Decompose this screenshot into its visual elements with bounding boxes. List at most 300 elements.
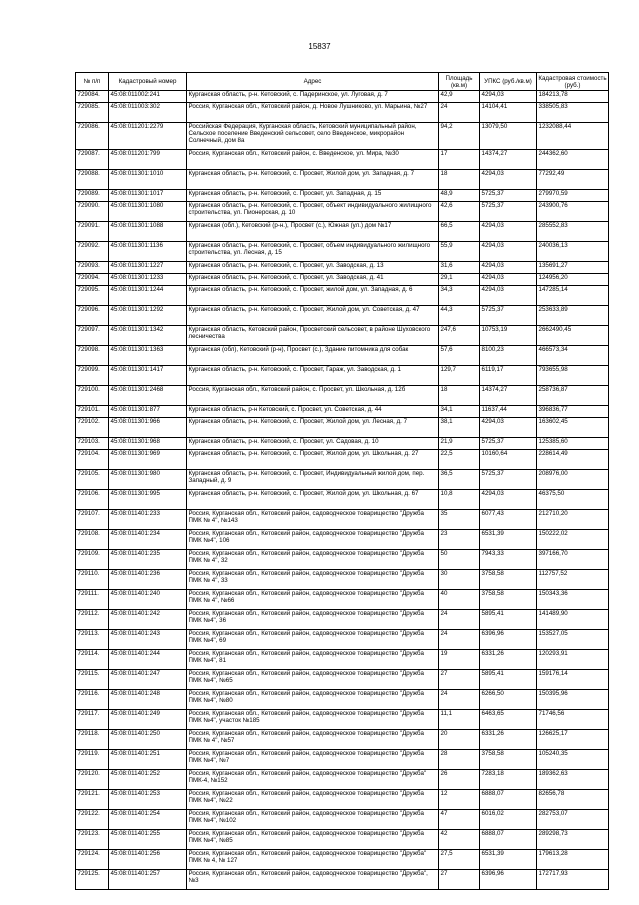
cell-upks: 7283,18 xyxy=(480,770,537,790)
cell-cadastral-number: 45:08:011401:252 xyxy=(109,770,187,790)
cell-area: 31,6 xyxy=(439,262,480,274)
cell-cadastral-cost: 212710,20 xyxy=(537,510,609,530)
cell-area: 27 xyxy=(439,870,480,890)
cell-cadastral-cost: 46375,50 xyxy=(537,490,609,510)
cell-cadastral-cost: 184213,78 xyxy=(537,91,609,103)
cell-cadastral-number: 45:08:011401:253 xyxy=(109,790,187,810)
cell-area: 10,8 xyxy=(439,490,480,510)
cell-cadastral-number: 45:08:011401:242 xyxy=(109,610,187,630)
cell-area: 50 xyxy=(439,550,480,570)
cell-address: Россия, Курганская обл., Кетовский район, садоводческое товарищество "Дружба ПМК № 4", №66 xyxy=(187,590,439,610)
header-upks: УПКС (руб./кв.м) xyxy=(480,73,537,91)
cell-cadastral-number: 45:08:011401:248 xyxy=(109,690,187,710)
cell-upks: 4294,03 xyxy=(480,262,537,274)
cell-cadastral-number: 45:08:011201:799 xyxy=(109,150,187,170)
cell-num: 729117. xyxy=(76,710,109,730)
table-row xyxy=(76,570,609,590)
cell-upks: 5895,41 xyxy=(480,670,537,690)
cell-upks: 4294,03 xyxy=(480,91,537,103)
cell-cadastral-cost: 159176,14 xyxy=(537,670,609,690)
table-row xyxy=(76,610,609,630)
cell-address: Российская Федерация, Курганская область, Кетовский муниципальный район, Сельское поселение Введенский сельсовет, село Введенское, микрорайон Солнечный, дом 8а xyxy=(187,123,439,150)
cell-num: 729090. xyxy=(76,202,109,222)
cell-address: Россия, Курганская обл., Кетовский район, садоводческое товарищество "Дружба" ПМК № 4, № 127 xyxy=(187,850,439,870)
cell-address: Россия, Курганская обл., Кетовский район, д. Новое Лушниково, ул. Марьина, №27 xyxy=(187,103,439,123)
cell-address: Россия, Курганская обл., Кетовский район, садоводческое товарищество "Дружба ПМК № 4", №143 xyxy=(187,510,439,530)
cell-cadastral-cost: 397166,70 xyxy=(537,550,609,570)
cell-num: 729084. xyxy=(76,91,109,103)
table-row xyxy=(76,490,609,510)
cell-upks: 6077,43 xyxy=(480,510,537,530)
cell-cadastral-number: 45:08:011301:1017 xyxy=(109,190,187,202)
cell-address: Курганская область, р-н. Кетовский, с. Просвет, Жилой дом, ул. Школьная, д. 27 xyxy=(187,450,439,470)
cell-upks: 4294,03 xyxy=(480,170,537,190)
cell-num: 729093. xyxy=(76,262,109,274)
cell-address: Россия, Курганская обл., Кетовский район, садоводческое товарищество "Дружба ПМК № 4", №57 xyxy=(187,730,439,750)
cell-cadastral-cost: 150222,02 xyxy=(537,530,609,550)
cell-cadastral-cost: 82656,78 xyxy=(537,790,609,810)
cell-upks: 6331,26 xyxy=(480,730,537,750)
cell-num: 729120. xyxy=(76,770,109,790)
cell-num: 729122. xyxy=(76,810,109,830)
cell-cadastral-cost: 141489,90 xyxy=(537,610,609,630)
cell-area: 24 xyxy=(439,690,480,710)
table-row xyxy=(76,91,609,103)
table-row xyxy=(76,274,609,286)
cell-num: 729125. xyxy=(76,870,109,890)
cell-cadastral-cost: 258736,87 xyxy=(537,386,609,406)
cell-num: 729107. xyxy=(76,510,109,530)
cell-address: Курганская область, р-н. Кетовский, с. Просвет, Гараж, ул. Заводская, д. 1 xyxy=(187,366,439,386)
cell-num: 729108. xyxy=(76,530,109,550)
cell-address: Курганская область, р-н. Кетовский, с. Просвет, Жилой дом, ул. Школьная, д. 67 xyxy=(187,490,439,510)
cell-address: Россия, Курганская обл., Кетовский район, с. Введенское, ул. Мира, №30 xyxy=(187,150,439,170)
cell-cadastral-cost: 279970,59 xyxy=(537,190,609,202)
cell-area: 38,1 xyxy=(439,418,480,438)
cell-cadastral-cost: 126625,17 xyxy=(537,730,609,750)
table-row xyxy=(76,346,609,366)
cell-num: 729091. xyxy=(76,222,109,242)
cell-area: 22,5 xyxy=(439,450,480,470)
cell-num: 729111. xyxy=(76,590,109,610)
cell-upks: 8100,23 xyxy=(480,346,537,366)
cell-upks: 6266,50 xyxy=(480,690,537,710)
header-cadastral-number: Кадастровый номер xyxy=(109,73,187,91)
cell-cadastral-number: 45:08:011401:244 xyxy=(109,650,187,670)
cell-address: Курганская область, р-н. Кетовский, с. Просвет, Жилой дом, ул. Советская, д. 47 xyxy=(187,306,439,326)
cell-cadastral-number: 45:08:011201:2279 xyxy=(109,123,187,150)
cell-cadastral-cost: 240036,13 xyxy=(537,242,609,262)
cell-area: 34,3 xyxy=(439,286,480,306)
table-row xyxy=(76,202,609,222)
cell-cadastral-cost: 253633,89 xyxy=(537,306,609,326)
cell-cadastral-number: 45:08:011301:969 xyxy=(109,450,187,470)
cell-address: Россия, Курганская обл., Кетовский район, садоводческое товарищество "Дружба ПМК №4", 36 xyxy=(187,610,439,630)
cell-cadastral-number: 45:08:011301:968 xyxy=(109,438,187,450)
cell-num: 729099. xyxy=(76,366,109,386)
cell-num: 729114. xyxy=(76,650,109,670)
cell-area: 20 xyxy=(439,730,480,750)
cell-address: Россия, Курганская обл., Кетовский район, с. Просвет, ул. Школьная, д. 12б xyxy=(187,386,439,406)
cell-upks: 13079,50 xyxy=(480,123,537,150)
cell-cadastral-cost: 124956,20 xyxy=(537,274,609,286)
cell-num: 729100. xyxy=(76,386,109,406)
cell-upks: 6888,07 xyxy=(480,830,537,850)
cell-area: 94,2 xyxy=(439,123,480,150)
table-row xyxy=(76,170,609,190)
cell-address: Россия, Курганская обл., Кетовский район, садоводческое товарищество "Дружба ПМК №4", 81 xyxy=(187,650,439,670)
cell-cadastral-cost: 338505,83 xyxy=(537,103,609,123)
cell-upks: 5725,37 xyxy=(480,190,537,202)
cell-area: 11,1 xyxy=(439,710,480,730)
cell-cadastral-cost: 244362,60 xyxy=(537,150,609,170)
cell-cadastral-cost: 1232088,44 xyxy=(537,123,609,150)
cell-upks: 6396,96 xyxy=(480,870,537,890)
cell-num: 729087. xyxy=(76,150,109,170)
table-row xyxy=(76,650,609,670)
cell-cadastral-cost: 285552,83 xyxy=(537,222,609,242)
cell-cadastral-number: 45:08:011301:1292 xyxy=(109,306,187,326)
cell-area: 35 xyxy=(439,510,480,530)
cell-upks: 10753,19 xyxy=(480,326,537,346)
cell-upks: 4294,03 xyxy=(480,286,537,306)
cell-cadastral-number: 45:08:011401:236 xyxy=(109,570,187,590)
cell-num: 729101. xyxy=(76,406,109,418)
cell-cadastral-number: 45:08:011401:240 xyxy=(109,590,187,610)
cell-address: Курганская область, р-н. Кетовский, с. Просвет, ул. Заводская, д. 41 xyxy=(187,274,439,286)
cell-upks: 6396,96 xyxy=(480,630,537,650)
cell-area: 24 xyxy=(439,610,480,630)
cell-address: Курганская область, р-н. Кетовский, с. Просвет, Жилой дом, ул. Лесная, д. 7 xyxy=(187,418,439,438)
table-row xyxy=(76,406,609,418)
cell-upks: 4294,03 xyxy=(480,418,537,438)
cell-cadastral-number: 45:08:011003:302 xyxy=(109,103,187,123)
cell-upks: 14104,41 xyxy=(480,103,537,123)
cell-cadastral-cost: 243900,76 xyxy=(537,202,609,222)
cell-address: Курганская (обл), Кетовский (р-н), Просвет (с.), Здание питомника для собак xyxy=(187,346,439,366)
cell-num: 729110. xyxy=(76,570,109,590)
cell-num: 729085. xyxy=(76,103,109,123)
cell-cadastral-cost: 228614,49 xyxy=(537,450,609,470)
cell-num: 729123. xyxy=(76,830,109,850)
cadastral-value-table xyxy=(75,72,609,890)
cell-upks: 3758,58 xyxy=(480,750,537,770)
cell-cadastral-number: 45:08:011301:1010 xyxy=(109,170,187,190)
cell-area: 26 xyxy=(439,770,480,790)
cell-upks: 6463,65 xyxy=(480,710,537,730)
cell-upks: 3758,58 xyxy=(480,590,537,610)
cell-address: Россия, Курганская обл., Кетовский район, садоводческое товарищество "Дружба ПМК №4", №102 xyxy=(187,810,439,830)
cell-cadastral-number: 45:08:011301:980 xyxy=(109,470,187,490)
table-row xyxy=(76,810,609,830)
cell-upks: 5725,37 xyxy=(480,202,537,222)
cell-cadastral-number: 45:08:011301:1363 xyxy=(109,346,187,366)
cell-area: 29,1 xyxy=(439,274,480,286)
cell-cadastral-cost: 150343,36 xyxy=(537,590,609,610)
cell-cadastral-cost: 179613,28 xyxy=(537,850,609,870)
cell-upks: 4294,03 xyxy=(480,242,537,262)
cell-area: 24 xyxy=(439,103,480,123)
table-row xyxy=(76,326,609,346)
cell-cadastral-cost: 147285,14 xyxy=(537,286,609,306)
cell-address: Курганская область, р-н. Кетовский, с. Просвет, объем индивидуального жилищного строительства, ул. Лесная, д. 15 xyxy=(187,242,439,262)
cell-upks: 5725,37 xyxy=(480,306,537,326)
cell-cadastral-number: 45:08:011401:251 xyxy=(109,750,187,770)
header-row xyxy=(76,73,609,91)
table-row xyxy=(76,286,609,306)
cell-num: 729109. xyxy=(76,550,109,570)
cell-num: 729115. xyxy=(76,670,109,690)
table-row xyxy=(76,510,609,530)
cell-upks: 3758,58 xyxy=(480,570,537,590)
table-row xyxy=(76,450,609,470)
cell-area: 47 xyxy=(439,810,480,830)
cell-address: Курганская область, р-н. Кетовский, с. Просвет, Индивидуальный жилой дом, пер. Западный, д. 9 xyxy=(187,470,439,490)
cell-cadastral-cost: 135691,27 xyxy=(537,262,609,274)
cell-area: 27 xyxy=(439,670,480,690)
cell-area: 23 xyxy=(439,530,480,550)
cell-num: 729116. xyxy=(76,690,109,710)
cell-cadastral-number: 45:08:011301:877 xyxy=(109,406,187,418)
cell-num: 729105. xyxy=(76,470,109,490)
cell-address: Россия, Курганская обл., Кетовский район, садоводческое товарищество "Дружба ПМК №4", №22 xyxy=(187,790,439,810)
cell-cadastral-number: 45:08:011401:234 xyxy=(109,530,187,550)
cell-cadastral-number: 45:08:011401:235 xyxy=(109,550,187,570)
cell-cadastral-number: 45:08:011301:2468 xyxy=(109,386,187,406)
table-row xyxy=(76,670,609,690)
table-row xyxy=(76,242,609,262)
cell-area: 30 xyxy=(439,570,480,590)
cell-cadastral-cost: 793655,98 xyxy=(537,366,609,386)
cell-cadastral-number: 45:08:011301:1088 xyxy=(109,222,187,242)
cell-upks: 10160,64 xyxy=(480,450,537,470)
cell-address: Курганская область, р-н. Кетовский, с. Просвет, жилой дом, ул. Западная, д. 6 xyxy=(187,286,439,306)
cell-cadastral-number: 45:08:011301:1244 xyxy=(109,286,187,306)
header-area: Площадь (кв.м) xyxy=(439,73,480,91)
cell-upks: 6888,07 xyxy=(480,790,537,810)
cell-upks: 6016,02 xyxy=(480,810,537,830)
cell-num: 729113. xyxy=(76,630,109,650)
table-row xyxy=(76,750,609,770)
cell-cadastral-number: 45:08:011301:966 xyxy=(109,418,187,438)
table-row xyxy=(76,386,609,406)
cell-area: 247,6 xyxy=(439,326,480,346)
cell-area: 19 xyxy=(439,650,480,670)
cell-cadastral-cost: 282753,07 xyxy=(537,810,609,830)
cell-cadastral-number: 45:08:011401:254 xyxy=(109,810,187,830)
cell-num: 729088. xyxy=(76,170,109,190)
cell-num: 729124. xyxy=(76,850,109,870)
cell-cadastral-number: 45:08:011401:243 xyxy=(109,630,187,650)
cell-num: 729098. xyxy=(76,346,109,366)
cell-upks: 4294,03 xyxy=(480,490,537,510)
cell-cadastral-cost: 120293,91 xyxy=(537,650,609,670)
cell-num: 729092. xyxy=(76,242,109,262)
cell-num: 729106. xyxy=(76,490,109,510)
cell-cadastral-number: 45:08:011401:233 xyxy=(109,510,187,530)
cell-upks: 4294,03 xyxy=(480,222,537,242)
cell-cadastral-cost: 289298,73 xyxy=(537,830,609,850)
cell-address: Россия, Курганская обл., Кетовский район, садоводческое товарищество "Дружба ПМК №4", участок №185 xyxy=(187,710,439,730)
cell-area: 21,9 xyxy=(439,438,480,450)
cell-cadastral-cost: 466573,34 xyxy=(537,346,609,366)
cell-area: 17 xyxy=(439,150,480,170)
cell-area: 55,9 xyxy=(439,242,480,262)
cell-address: Россия, Курганская обл., Кетовский район, садоводческое товарищество "Дружба ПМК №4", №65 xyxy=(187,670,439,690)
cell-upks: 5725,37 xyxy=(480,438,537,450)
cell-num: 729097. xyxy=(76,326,109,346)
cell-upks: 5895,41 xyxy=(480,610,537,630)
cell-cadastral-cost: 163602,45 xyxy=(537,418,609,438)
cell-cadastral-cost: 189362,63 xyxy=(537,770,609,790)
header-num: № п/п xyxy=(76,73,109,91)
cell-address: Курганская область, р-н Кетовский, с. Просвет, ул. Советская, д. 44 xyxy=(187,406,439,418)
table-row xyxy=(76,418,609,438)
cell-address: Россия, Курганская обл., Кетовский район, садоводческое товарищество "Дружба", №3 xyxy=(187,870,439,890)
table-row xyxy=(76,222,609,242)
cell-num: 729112. xyxy=(76,610,109,630)
cell-address: Курганская область, р-н. Кетовский, с. Падеринское, ул. Луговая, д. 7 xyxy=(187,91,439,103)
cell-cadastral-number: 45:08:011401:250 xyxy=(109,730,187,750)
cell-cadastral-number: 45:08:011401:255 xyxy=(109,830,187,850)
table-row xyxy=(76,366,609,386)
cell-address: Россия, Курганская обл., Кетовский район, садоводческое товарищество "Дружба ПМК № 4", 33 xyxy=(187,570,439,590)
cell-num: 729103. xyxy=(76,438,109,450)
table-row xyxy=(76,730,609,750)
cell-cadastral-cost: 105240,35 xyxy=(537,750,609,770)
cell-area: 36,5 xyxy=(439,470,480,490)
table-row xyxy=(76,262,609,274)
cell-area: 24 xyxy=(439,630,480,650)
cell-num: 729104. xyxy=(76,450,109,470)
table-row xyxy=(76,690,609,710)
cell-area: 40 xyxy=(439,590,480,610)
cell-upks: 11637,44 xyxy=(480,406,537,418)
cell-upks: 6331,26 xyxy=(480,650,537,670)
header-cadastral-cost: Кадастровая стоимость (руб.) xyxy=(538,74,607,89)
cell-upks: 6119,17 xyxy=(480,366,537,386)
cell-cadastral-cost: 153527,05 xyxy=(537,630,609,650)
cell-area: 129,7 xyxy=(439,366,480,386)
table-row xyxy=(76,123,609,150)
cell-upks: 14374,27 xyxy=(480,150,537,170)
cell-cadastral-number: 45:08:011301:1227 xyxy=(109,262,187,274)
cell-address: Курганская область, Кетовский район, Просветский сельсовет, в районе Шуховского лесничества xyxy=(187,326,439,346)
cell-address: Россия, Курганская обл., Кетовский район, садоводческое товарищество "Дружба ПМК № 4", 32 xyxy=(187,550,439,570)
cell-area: 27,5 xyxy=(439,850,480,870)
cell-address: Россия, Курганская обл., Кетовский район, садоводческое товарищество "Дружба ПМК №4", 106 xyxy=(187,530,439,550)
table-row xyxy=(76,590,609,610)
table-row xyxy=(76,550,609,570)
cell-num: 729118. xyxy=(76,730,109,750)
cell-address: Курганская область, р-н. Кетовский, с. Просвет, Жилой дом, ул. Западная, д. 7 xyxy=(187,170,439,190)
cell-cadastral-number: 45:08:011301:1342 xyxy=(109,326,187,346)
cell-num: 729102. xyxy=(76,418,109,438)
cell-cadastral-cost: 71746,56 xyxy=(537,710,609,730)
cell-cadastral-number: 45:08:011401:249 xyxy=(109,710,187,730)
cell-area: 48,9 xyxy=(439,190,480,202)
cell-area: 18 xyxy=(439,170,480,190)
table-row xyxy=(76,103,609,123)
cell-cadastral-cost: 150395,96 xyxy=(537,690,609,710)
cell-area: 44,3 xyxy=(439,306,480,326)
cell-num: 729095. xyxy=(76,286,109,306)
table-row xyxy=(76,630,609,650)
header-address: Адрес xyxy=(187,73,439,91)
cell-upks: 4294,03 xyxy=(480,274,537,286)
cell-cadastral-number: 45:08:011301:1136 xyxy=(109,242,187,262)
table-row xyxy=(76,870,609,890)
page-number: 15837 xyxy=(308,42,331,51)
cell-address: Россия, Курганская обл., Кетовский район, садоводческое товарищество "Дружба ПМК №4", №85 xyxy=(187,830,439,850)
table-row xyxy=(76,470,609,490)
table-row xyxy=(76,306,609,326)
table-row xyxy=(76,438,609,450)
cell-area: 42,6 xyxy=(439,202,480,222)
cell-address: Россия, Курганская обл., Кетовский район, садоводческое товарищество "Дружба ПМК №4", №7 xyxy=(187,750,439,770)
cell-address: Россия, Курганская обл., Кетовский район, садоводческое товарищество "Дружба ПМК №4", 69 xyxy=(187,630,439,650)
table-body xyxy=(76,91,609,890)
cell-address: Курганская область, р-н. Кетовский, с. Просвет, ул. Западная, д. 15 xyxy=(187,190,439,202)
cell-area: 34,1 xyxy=(439,406,480,418)
table-header xyxy=(76,73,609,91)
table-row xyxy=(76,850,609,870)
cell-area: 42,9 xyxy=(439,91,480,103)
cell-cadastral-cost: 77292,49 xyxy=(537,170,609,190)
table-row xyxy=(76,710,609,730)
cell-address: Курганская область, р-н. Кетовский, с. Просвет, ул. Садовая, д. 10 xyxy=(187,438,439,450)
cell-cadastral-cost: 2662490,45 xyxy=(537,326,609,346)
cell-num: 729119. xyxy=(76,750,109,770)
cell-area: 12 xyxy=(439,790,480,810)
table-row xyxy=(76,190,609,202)
cell-cadastral-cost: 125385,60 xyxy=(537,438,609,450)
cell-num: 729096. xyxy=(76,306,109,326)
cell-cadastral-number: 45:08:011301:1080 xyxy=(109,202,187,222)
cell-cadastral-cost: 208976,00 xyxy=(537,470,609,490)
cell-upks: 6531,39 xyxy=(480,530,537,550)
cell-area: 66,5 xyxy=(439,222,480,242)
cell-address: Курганская область, р-н. Кетовский, с. Просвет, объект индивидуального жилищного строительства, ул. Пионерская, д. 10 xyxy=(187,202,439,222)
cell-cadastral-cost: 112757,52 xyxy=(537,570,609,590)
cell-upks: 7943,33 xyxy=(480,550,537,570)
cell-address: Курганская (обл.), Кетовский (р-н.), Просвет (с.), Южная (ул.) дом №17 xyxy=(187,222,439,242)
cell-address: Россия, Курганская обл., Кетовский район, садоводческое товарищество "Дружба" ПМК-4, №152 xyxy=(187,770,439,790)
cell-address: Россия, Курганская обл., Кетовский район, садоводческое товарищество "Дружба ПМК №4", №80 xyxy=(187,690,439,710)
cell-num: 729094. xyxy=(76,274,109,286)
cell-address: Курганская область, р-н. Кетовский, с. Просвет, ул. Заводская, д. 13 xyxy=(187,262,439,274)
cell-cadastral-number: 45:08:011301:995 xyxy=(109,490,187,510)
cell-cadastral-cost: 172717,93 xyxy=(537,870,609,890)
cell-upks: 6531,39 xyxy=(480,850,537,870)
table-row xyxy=(76,790,609,810)
cell-cadastral-number: 45:08:011002:241 xyxy=(109,91,187,103)
table-row xyxy=(76,150,609,170)
cell-cadastral-number: 45:08:011301:1417 xyxy=(109,366,187,386)
cell-area: 57,6 xyxy=(439,346,480,366)
cell-area: 18 xyxy=(439,386,480,406)
table-row xyxy=(76,530,609,550)
cell-num: 729089. xyxy=(76,190,109,202)
table-row xyxy=(76,830,609,850)
cell-upks: 14374,27 xyxy=(480,386,537,406)
cell-cadastral-number: 45:08:011301:1233 xyxy=(109,274,187,286)
cell-cadastral-number: 45:08:011401:257 xyxy=(109,870,187,890)
cell-num: 729121. xyxy=(76,790,109,810)
cell-cadastral-number: 45:08:011401:247 xyxy=(109,670,187,690)
cell-cadastral-number: 45:08:011401:256 xyxy=(109,850,187,870)
cell-area: 42 xyxy=(439,830,480,850)
